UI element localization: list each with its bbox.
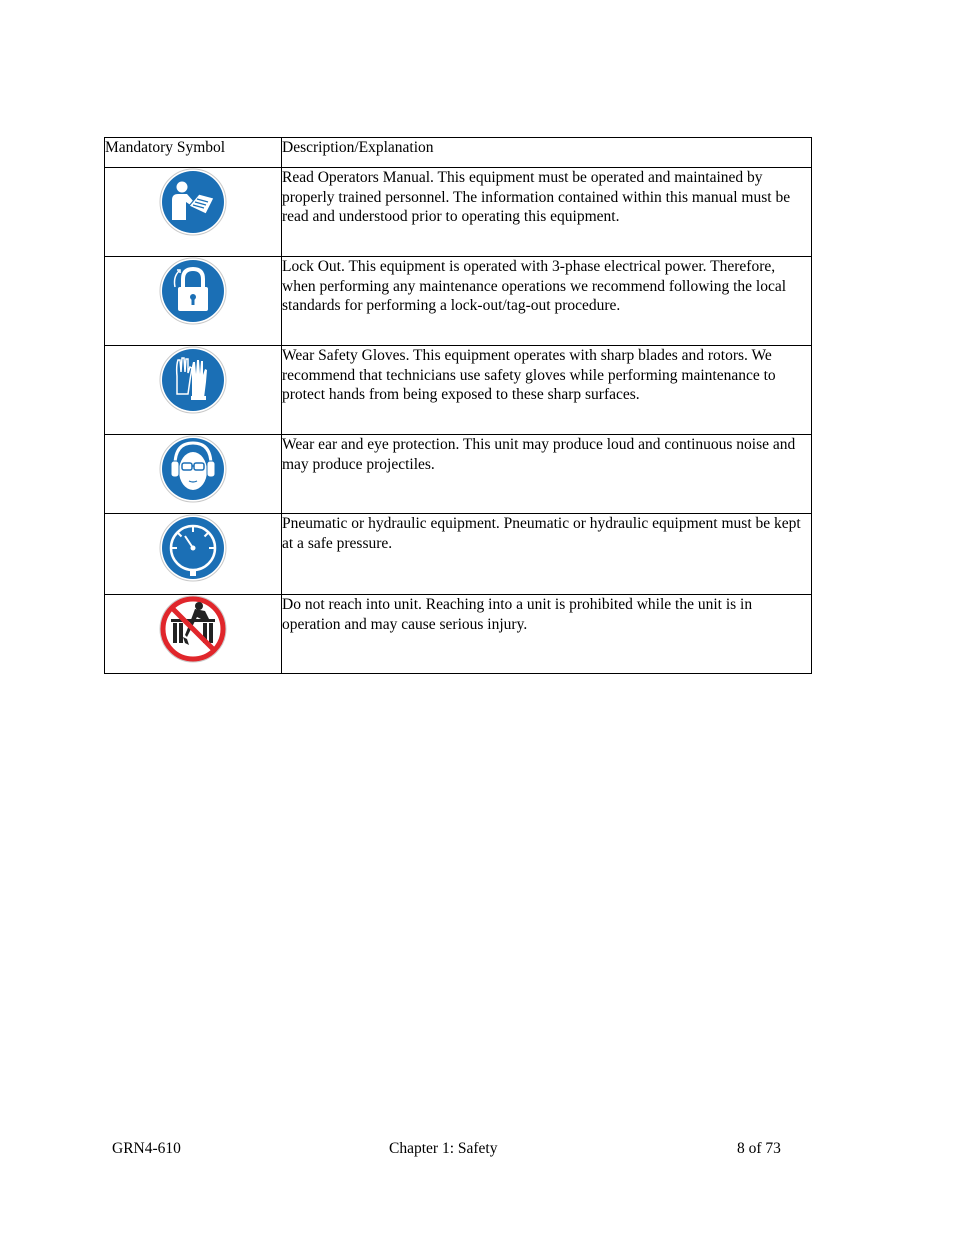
footer-chapter: Chapter 1: Safety	[389, 1140, 498, 1157]
table-row	[105, 595, 812, 674]
table-row	[105, 168, 812, 257]
footer-page-number: 8 of 73	[737, 1140, 781, 1157]
description-cell: Lock Out. This equipment is operated with 3-phase electrical power. Therefore, when performing any maintenance operations we recommend following the local standards for performing a lock-out/tag-out procedure.	[282, 257, 812, 346]
symbol-cell	[105, 514, 282, 595]
pressure-gauge-icon	[159, 514, 227, 582]
footer-doc-id: GRN4-610	[112, 1140, 181, 1157]
table-header-row	[105, 138, 812, 168]
header-description: Description/Explanation	[282, 138, 812, 168]
symbol-cell	[105, 595, 282, 674]
symbol-cell	[105, 346, 282, 435]
description-cell: Do not reach into unit. Reaching into a unit is prohibited while the unit is in operation and may cause serious injury.	[282, 595, 812, 674]
symbol-cell	[105, 435, 282, 514]
header-mandatory-symbol: Mandatory Symbol	[105, 138, 282, 168]
safety-gloves-icon	[159, 346, 227, 414]
table-row	[105, 435, 812, 514]
description-cell: Wear Safety Gloves. This equipment operates with sharp blades and rotors. We recommend that technicians use safety gloves while performing maintenance to protect hands from being exposed to these sharp surfaces.	[282, 346, 812, 435]
read-manual-icon	[159, 168, 227, 236]
table-row	[105, 514, 812, 595]
table-row	[105, 346, 812, 435]
lock-out-icon	[159, 257, 227, 325]
description-cell: Read Operators Manual. This equipment must be operated and maintained by properly trained personnel. The information contained within this manual must be read and understood prior to operating this equipment.	[282, 168, 812, 257]
table-row	[105, 257, 812, 346]
safety-symbols-table	[104, 137, 812, 674]
no-reaching-icon	[159, 595, 227, 663]
ear-eye-protection-icon	[159, 435, 227, 503]
description-cell: Wear ear and eye protection. This unit may produce loud and continuous noise and may produce projectiles.	[282, 435, 812, 514]
symbol-cell	[105, 168, 282, 257]
symbol-cell	[105, 257, 282, 346]
description-cell: Pneumatic or hydraulic equipment. Pneumatic or hydraulic equipment must be kept at a safe pressure.	[282, 514, 812, 595]
